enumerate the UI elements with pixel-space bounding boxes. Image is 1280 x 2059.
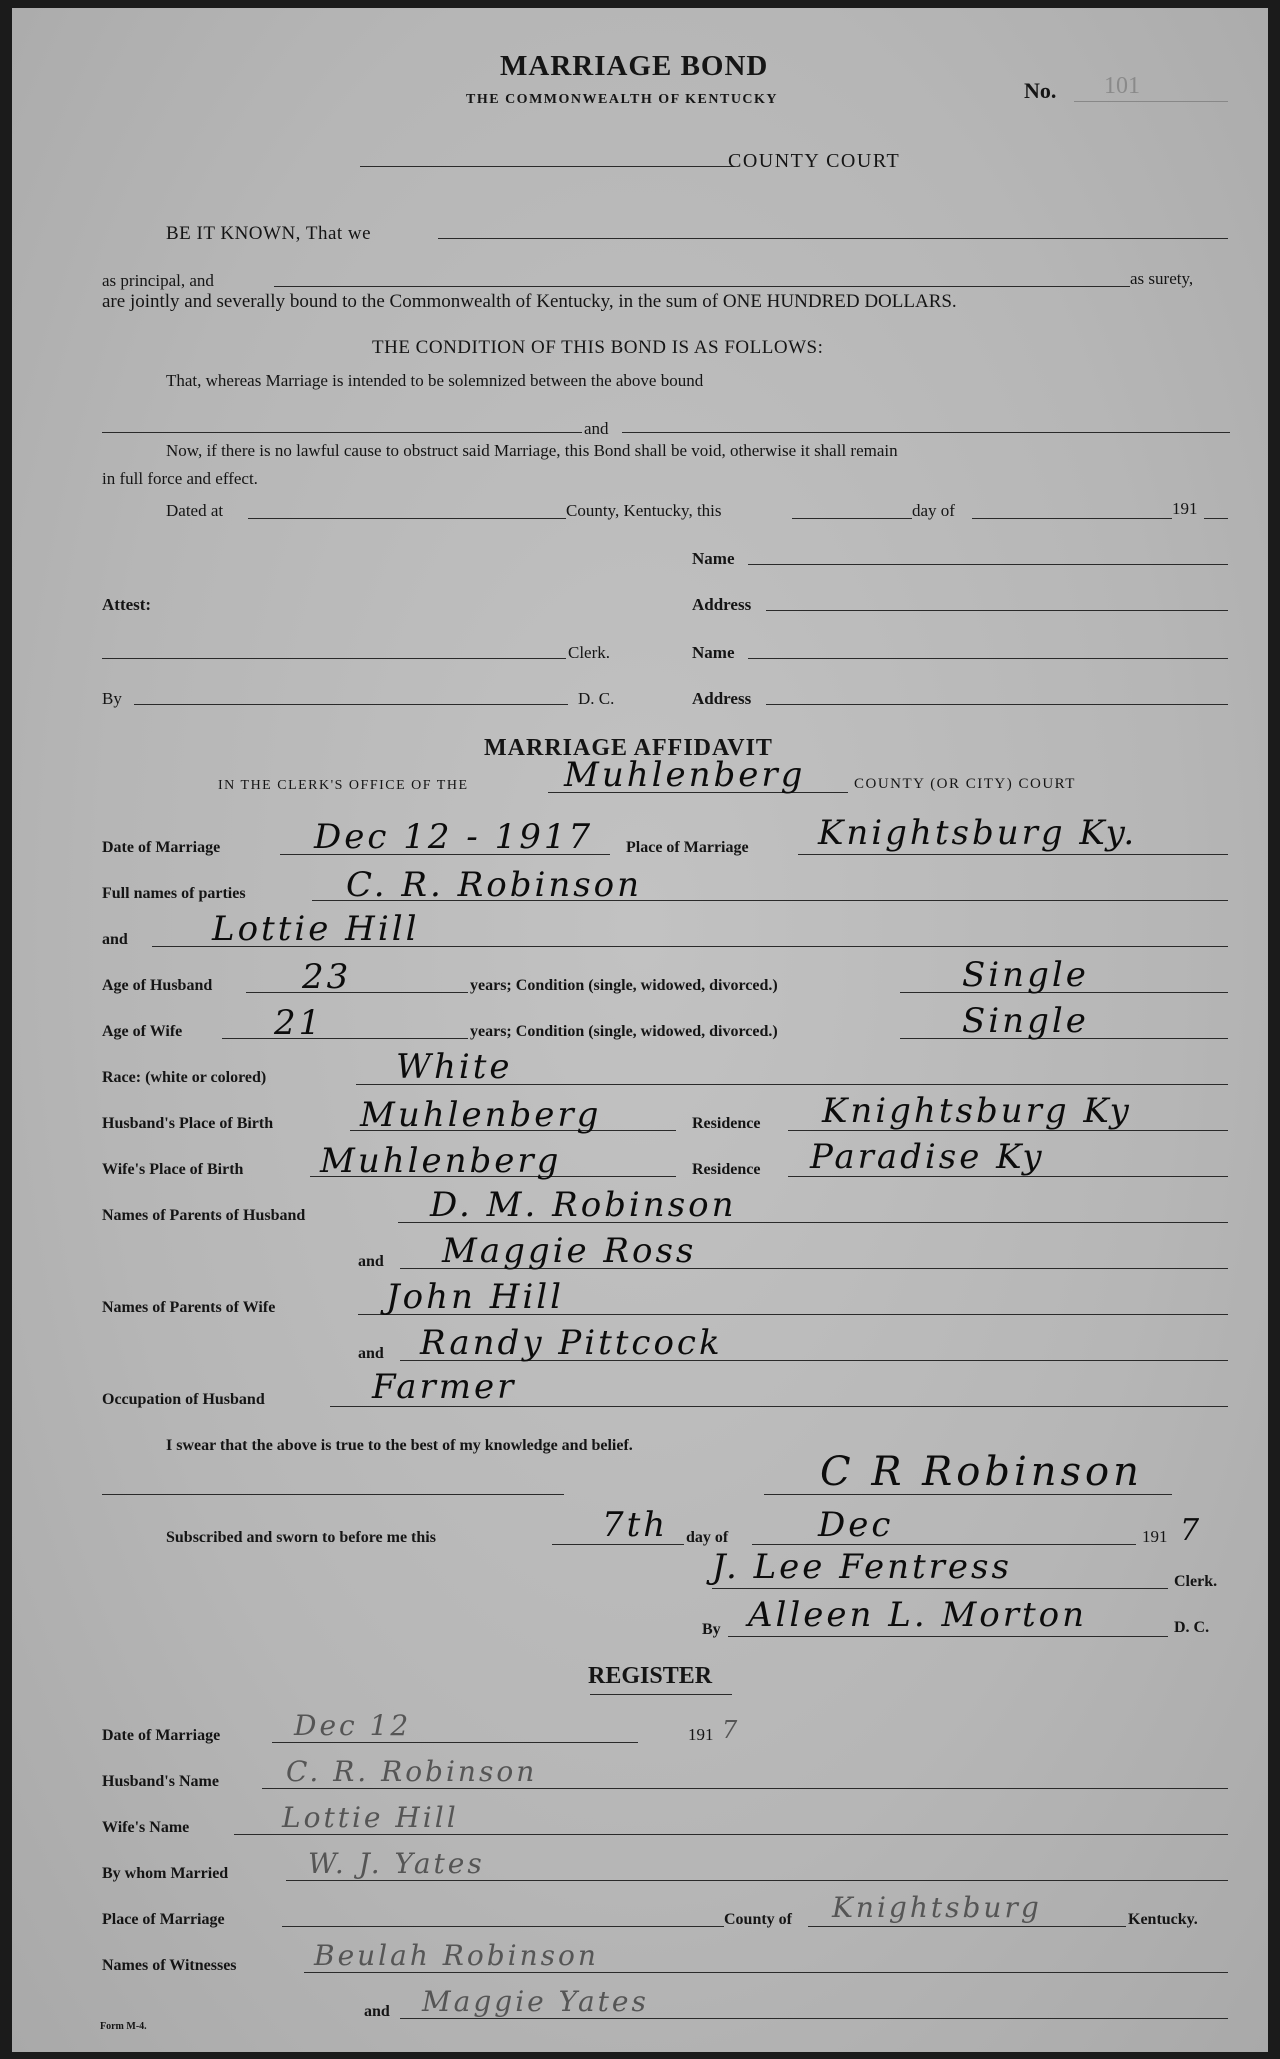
wife-parents-and: and	[358, 1345, 384, 1362]
register-witness1-value: Beulah Robinson	[314, 1939, 599, 1972]
sworn-day-value: 7th	[602, 1505, 669, 1545]
clerk-signature: J. Lee Fentress	[712, 1547, 1012, 1587]
wife-residence-label: Residence	[692, 1161, 761, 1178]
sworn-year-prefix: 191	[1142, 1527, 1168, 1546]
address-label-1: Address	[692, 595, 752, 614]
dc-sig-line	[728, 1636, 1168, 1637]
husband-mother-value: Maggie Ross	[442, 1231, 697, 1271]
bond-year-prefix: 191	[1172, 499, 1198, 518]
place-of-marriage-label: Place of Marriage	[626, 839, 749, 856]
parties-line-left	[102, 432, 582, 433]
years-condition-wife: years; Condition (single, widowed, divorced.)	[470, 1023, 778, 1040]
affidavit-clerk-label: Clerk.	[1174, 1573, 1218, 1590]
register-husband-value: C. R. Robinson	[286, 1755, 538, 1788]
register-place-label: Place of Marriage	[102, 1911, 225, 1928]
husband-birth-value: Muhlenberg	[360, 1095, 602, 1135]
affidavit-by-label: By	[702, 1621, 721, 1638]
principal-names-line	[438, 238, 1228, 239]
race-label: Race: (white or colored)	[102, 1069, 267, 1086]
age-husband-value: 23	[302, 957, 352, 997]
husband-parents-and: and	[358, 1253, 384, 1270]
dated-day-line	[792, 518, 912, 519]
register-husband-label: Husband's Name	[102, 1773, 219, 1790]
wife-condition-value: Single	[962, 1001, 1089, 1041]
sworn-day-of: day of	[686, 1529, 729, 1546]
date-of-marriage-label: Date of Marriage	[102, 839, 221, 856]
place-of-marriage-value: Knightsburg Ky.	[818, 813, 1138, 853]
bond-dc-label: D. C.	[578, 689, 615, 708]
register-witnesses-label: Names of Witnesses	[102, 1957, 237, 1974]
full-names-label: Full names of parties	[102, 885, 246, 902]
wife-mother-value: Randy Pittcock	[420, 1323, 723, 1363]
register-place-line	[282, 1926, 724, 1927]
age-wife-label: Age of Wife	[102, 1023, 183, 1040]
attest-label: Attest:	[102, 595, 152, 614]
register-wife-value: Lottie Hill	[282, 1801, 459, 1834]
affidavit-title: MARRIAGE AFFIDAVIT	[484, 735, 773, 761]
whereas-text: That, whereas Marriage is intended to be solemnized between the above bound	[166, 371, 704, 390]
dated-month-line	[972, 518, 1172, 519]
wife-residence-value: Paradise Ky	[810, 1137, 1045, 1177]
party-and-label: and	[102, 931, 128, 948]
wife-birth-value: Muhlenberg	[320, 1141, 562, 1181]
husband-father-value: D. M. Robinson	[430, 1185, 737, 1225]
county-kentucky-this: County, Kentucky, this	[566, 501, 722, 520]
bond-day-of: day of	[912, 501, 955, 520]
address-line-1	[766, 610, 1228, 611]
husband-residence-label: Residence	[692, 1115, 761, 1132]
register-witness-and: and	[364, 2003, 390, 2020]
surety-line	[274, 286, 1130, 287]
register-witness2-line	[400, 2018, 1228, 2019]
occupation-label: Occupation of Husband	[102, 1391, 265, 1408]
register-place-value: Knightsburg	[832, 1891, 1042, 1924]
sworn-month-line	[752, 1544, 1136, 1545]
date-of-marriage-value: Dec 12 - 1917	[314, 817, 594, 857]
name-label-2: Name	[692, 643, 735, 662]
register-wife-line	[234, 1834, 1228, 1835]
clerk-line	[102, 658, 566, 659]
applicant-signature: C R Robinson	[820, 1449, 1143, 1495]
bond-subtitle: THE COMMONWEALTH OF KENTUCKY	[466, 92, 779, 107]
register-husband-line	[262, 1788, 1228, 1789]
register-by-whom-label: By whom Married	[102, 1865, 229, 1882]
as-surety: as surety,	[1130, 269, 1194, 288]
bond-year-line	[1204, 518, 1228, 519]
bond-by-label: By	[102, 689, 122, 708]
as-principal: as principal, and	[102, 271, 214, 290]
bond-county-court: COUNTY COURT	[728, 150, 901, 172]
now-if-text: Now, if there is no lawful cause to obstruct said Marriage, this Bond shall be void, otherwise it shall remain	[166, 441, 898, 460]
affidavit-county-court: COUNTY (OR CITY) COURT	[854, 776, 1076, 792]
jointly-bound: are jointly and severally bound to the Commonwealth of Kentucky, in the sum of ONE HUNDRED DOLLARS.	[102, 291, 957, 312]
register-date-value: Dec 12	[294, 1709, 412, 1742]
dated-at-line	[248, 518, 566, 519]
address-label-2: Address	[692, 689, 752, 708]
address-line-2	[766, 704, 1228, 705]
wife-father-value: John Hill	[386, 1277, 564, 1317]
register-witness2-value: Maggie Yates	[422, 1985, 649, 2018]
bond-title: MARRIAGE BOND	[500, 50, 769, 82]
age-wife-value: 21	[274, 1003, 324, 1043]
occupation-value: Farmer	[372, 1367, 517, 1407]
sworn-month-value: Dec	[818, 1505, 894, 1545]
bond-number-value: 101	[1104, 73, 1140, 99]
dated-at: Dated at	[166, 501, 224, 520]
parents-husband-label: Names of Parents of Husband	[102, 1207, 306, 1224]
affidavit-dc-label: D. C.	[1174, 1619, 1210, 1636]
place-of-marriage-line	[798, 854, 1228, 855]
register-county-line	[808, 1926, 1126, 1927]
register-year-prefix: 191	[688, 1725, 714, 1744]
husband-birth-label: Husband's Place of Birth	[102, 1115, 274, 1132]
clerk-sig-line	[712, 1588, 1168, 1589]
name-line-1	[748, 564, 1228, 565]
register-county-of: County of	[724, 1911, 793, 1928]
husband-residence-value: Knightsburg Ky	[822, 1091, 1132, 1131]
be-it-known: BE IT KNOWN, That we	[166, 223, 372, 244]
register-date-label: Date of Marriage	[102, 1727, 221, 1744]
age-wife-line	[222, 1038, 468, 1039]
race-value: White	[396, 1047, 513, 1087]
bond-number-line	[1074, 101, 1228, 102]
swear-statement: I swear that the above is true to the best of my knowledge and belief.	[166, 1437, 633, 1454]
dc-signature: Alleen L. Morton	[748, 1595, 1088, 1635]
parties-line-right	[622, 432, 1230, 433]
clerk-office-text: IN THE CLERK'S OFFICE OF THE	[218, 778, 469, 793]
wife-birth-label: Wife's Place of Birth	[102, 1161, 244, 1178]
age-husband-label: Age of Husband	[102, 977, 213, 994]
party1-name: C. R. Robinson	[346, 865, 643, 905]
subscribed-text: Subscribed and sworn to before me this	[166, 1529, 436, 1546]
parents-wife-label: Names of Parents of Wife	[102, 1299, 276, 1316]
sworn-year-suffix: 7	[1180, 1513, 1203, 1548]
affidavit-county-name: Muhlenberg	[564, 755, 806, 795]
bond-by-line	[134, 704, 568, 705]
party2-name: Lottie Hill	[212, 909, 420, 949]
register-by-whom-value: W. J. Yates	[308, 1847, 485, 1880]
form-number: Form M-4.	[100, 2021, 147, 2032]
register-title: REGISTER	[588, 1663, 713, 1689]
husband-condition-value: Single	[962, 955, 1089, 995]
years-condition-husband: years; Condition (single, widowed, divorced.)	[470, 977, 778, 994]
register-year-suffix: 7	[722, 1716, 741, 1744]
full-force-text: in full force and effect.	[102, 469, 258, 488]
condition-heading: THE CONDITION OF THIS BOND IS AS FOLLOWS:	[372, 337, 824, 358]
register-by-whom-line	[286, 1880, 1228, 1881]
name-label-1: Name	[692, 549, 735, 568]
name-line-2	[748, 658, 1228, 659]
marriage-record-sheet	[12, 8, 1268, 2052]
register-kentucky: Kentucky.	[1128, 1911, 1198, 1928]
age-husband-line	[246, 992, 468, 993]
register-wife-label: Wife's Name	[102, 1819, 190, 1836]
register-witness1-line	[304, 1972, 1228, 1973]
bond-number-label: No.	[1024, 78, 1057, 103]
oath-left-line	[102, 1494, 564, 1495]
county-court-line	[360, 166, 734, 167]
parties-and: and	[584, 419, 609, 438]
bond-clerk-label: Clerk.	[568, 643, 611, 662]
register-date-line	[272, 1742, 638, 1743]
register-title-underline	[590, 1694, 732, 1695]
